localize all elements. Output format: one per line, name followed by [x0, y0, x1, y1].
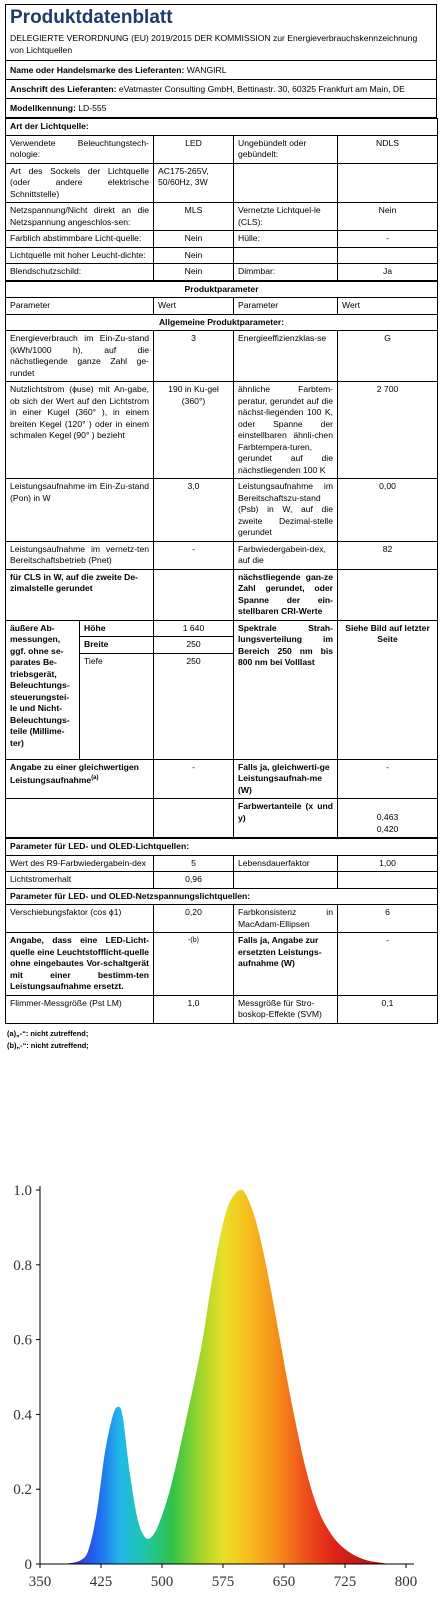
supplier-address-value: eVatmaster Consulting GmbH, Bettinastr. 30, 60325 Frankfurt am Main, DE — [118, 84, 405, 94]
depth-value: 250 — [154, 653, 234, 759]
power-on-value: 3,0 — [154, 479, 234, 542]
supplier-name-value: WANGIRL — [186, 65, 227, 75]
power-factor-value: 0,20 — [154, 905, 234, 933]
width-label: Breite — [80, 637, 154, 654]
y-tick-label: 0.4 — [13, 1407, 32, 1424]
technology-label: Verwendete Beleuchtungstech-nologie: — [6, 135, 154, 163]
model-row — [5, 99, 437, 118]
empty-cell — [154, 569, 234, 620]
supplier-name-row — [5, 61, 437, 80]
section-mains-led-parameters: Parameter für LED- und OLED-Netzspannungslichtquellen: — [6, 888, 438, 905]
equivalent-power-claim-text: Angabe zu einer gleichwertigen Leistungsaufnahme — [10, 761, 139, 785]
regulation-text: DELEGIERTE VERORDNUNG (EU) 2019/2015 DER KOMMISSION zur Energieverbrauchskennzeichnung von Lichtquellen — [10, 33, 418, 55]
column-header-value: Wert — [338, 298, 438, 315]
column-header-value: Wert — [154, 298, 234, 315]
net-standby-label: Leistungsaufnahme im vernetz-ten Bereitschaftsbetrieb (Pnet) — [6, 541, 154, 569]
directional-value: NDLS — [338, 135, 438, 163]
tunable-label: Farblich abstimmbare Licht-quelle: — [6, 231, 154, 248]
spd-value: Siehe Bild auf letzter Seite — [338, 620, 438, 759]
cls-value: Nein — [338, 203, 438, 231]
survival-factor-label: Lebensdauerfaktor — [234, 855, 338, 872]
cri-label-continued: nächstliegende gan-ze Zahl gerundet, oder Spanne der ein-stellbaren CRI-Werte — [234, 569, 338, 620]
empty-cell — [338, 247, 438, 264]
footnote-a: (a)„-“: nicht zutreffend; — [7, 1028, 89, 1038]
retrofit-power-value: - — [338, 933, 438, 996]
directional-label: Ungebündelt oder gebündelt: — [234, 135, 338, 163]
footnote-b: (b)„-“: nicht zutreffend; — [7, 1040, 89, 1050]
y-tick-label: 0.6 — [13, 1332, 32, 1349]
glare-value: Nein — [154, 264, 234, 281]
column-header-parameter: Parameter — [234, 298, 338, 315]
spd-label: Spektrale Strah-lungsverteilung im Bereich 250 nm bis 800 nm bei Volllast — [234, 620, 338, 759]
spectral-distribution-chart — [0, 1176, 442, 1600]
cri-label: Farbwiedergabein-dex, auf die — [234, 541, 338, 569]
chromaticity-values — [338, 799, 438, 838]
footnote-marker-a: (a) — [91, 775, 99, 781]
chromaticity-label: Farbwertanteile (x und y) — [234, 799, 338, 838]
luminous-flux-label: Nutzlichtstrom (ϕuse) mit An-gabe, ob sich der Wert auf den Lichtstrom in einer Kugel (360° ), in einem breiten Kegel (120° ) oder in einem schmalen Kegel (90° ) bezieht — [6, 382, 154, 479]
section-product-parameters: Produktparameter — [6, 281, 438, 298]
sheet-header — [5, 4, 437, 61]
lumen-maintenance-label: Lichtstromerhalt — [6, 872, 154, 889]
technology-value: LED — [154, 135, 234, 163]
dimmable-label: Dimmbar: — [234, 264, 338, 281]
glare-label: Blendschutzschild: — [6, 264, 154, 281]
equivalent-power-claim-value: - — [154, 759, 234, 799]
energy-label: Energieverbrauch im Ein-Zu-stand (kWh/1000 h), auf die nächstliegende ganze Zahl ge-rundet — [6, 331, 154, 382]
net-standby-label-continued: für CLS in W, auf die zweite De-zimalstelle gerundet — [6, 569, 154, 620]
power-on-label: Leistungsaufnahme im Ein-Zu-stand (Pon) in W — [6, 479, 154, 542]
product-data-sheet — [5, 4, 437, 1052]
svm-value: 0,1 — [338, 995, 438, 1023]
standby-value: 0,00 — [338, 479, 438, 542]
retrofit-claim-label: Angabe, dass eine LED-Licht-quelle eine Leuchtstofflicht-quelle ohne eingebautes Vor-schaltgerät mit einer bestimm-ten Leistungsaufnahme ersetzt. — [6, 933, 154, 996]
high-luminance-label: Lichtquelle mit hoher Leucht-dichte: — [6, 247, 154, 264]
macadam-label: Farbkonsistenz in MacAdam-Ellipsen — [234, 905, 338, 933]
cap-label: Art des Sockels der Lichtquelle (oder andere elektrische Schnittstelle) — [6, 163, 154, 203]
flicker-label: Flimmer-Messgröße (Pst LM) — [6, 995, 154, 1023]
envelope-value: - — [338, 231, 438, 248]
retrofit-power-label: Falls ja, Angabe zur ersetzten Leistungs-aufnahme (W) — [234, 933, 338, 996]
empty-cell — [234, 163, 338, 203]
cct-label: ähnliche Farbtem-peratur, gerundet auf die nächst-liegenden 100 K, oder Spanne der einstellbaren ähnli-chen Farbtempera-turen, gerundet auf die nächstliegenden 100 K — [234, 382, 338, 479]
x-tick-label: 425 — [89, 1574, 113, 1590]
model-label: Modellkennung: — [10, 103, 76, 113]
supplier-name-label: Name oder Handelsmarke des Lieferanten: — [10, 65, 185, 75]
svm-label: Messgröße für Stro-boskop-Effekte (SVM) — [234, 995, 338, 1023]
macadam-value: 6 — [338, 905, 438, 933]
empty-cell — [338, 569, 438, 620]
energy-class-value: G — [338, 331, 438, 382]
dimmable-value: Ja — [338, 264, 438, 281]
empty-cell — [234, 247, 338, 264]
y-tick-label: 1.0 — [13, 1183, 32, 1199]
light-source-table — [5, 118, 438, 281]
lumen-maintenance-value: 0,96 — [154, 872, 234, 889]
section-light-source: Art der Lichtquelle: — [6, 119, 438, 136]
energy-class-label: Energieeffizienzklas-se — [234, 331, 338, 382]
r9-value: 5 — [154, 855, 234, 872]
tunable-value: Nein — [154, 231, 234, 248]
y-tick-label: 0.2 — [13, 1482, 32, 1499]
height-value: 1 640 — [154, 620, 234, 637]
survival-factor-value: 1,00 — [338, 855, 438, 872]
height-label: Höhe — [80, 620, 154, 637]
standby-label: Leistungsaufnahme im Bereitschaftszu-stand (Psb) in W, auf die zweite Dezimal-stelle gerundet — [234, 479, 338, 542]
y-tick-label: 0 — [24, 1557, 32, 1573]
equivalent-power-value: - — [338, 759, 438, 799]
r9-label: Wert des R9-Farbwiedergabein-dex — [6, 855, 154, 872]
energy-value: 3 — [154, 331, 234, 382]
mains-label: Netzspannung/Nicht direkt an die Netzspannung angeschlos-sen: — [6, 203, 154, 231]
supplier-address-label: Anschrift des Lieferanten: — [10, 84, 117, 94]
equivalent-power-label: Falls ja, gleichwerti-ge Leistungsaufnah-me (W) — [234, 759, 338, 799]
chromaticity-x-value: 0,463 — [376, 812, 399, 822]
flicker-value: 1,0 — [154, 995, 234, 1023]
chromaticity-y-value: 0,420 — [376, 823, 399, 834]
section-general-parameters: Allgemeine Produktparameter: — [6, 314, 438, 331]
x-tick-label: 350 — [28, 1574, 52, 1590]
cap-value: AC175-265V, 50/60Hz, 3W — [154, 163, 234, 203]
mains-value: MLS — [154, 203, 234, 231]
product-parameters-table — [5, 281, 438, 839]
empty-cell — [338, 163, 438, 203]
x-tick-label: 650 — [272, 1574, 296, 1590]
x-tick-label: 500 — [150, 1574, 174, 1590]
empty-cell — [154, 799, 234, 838]
led-parameters-table — [5, 838, 438, 1024]
cri-value: 82 — [338, 541, 438, 569]
y-tick-label: 0.8 — [13, 1257, 32, 1274]
power-factor-label: Verschiebungsfaktor (cos ϕ1) — [6, 905, 154, 933]
model-value: LD-555 — [78, 103, 107, 113]
page-title: Produktdatenblatt — [10, 7, 173, 28]
x-tick-label: 800 — [394, 1574, 418, 1590]
cct-value: 2 700 — [338, 382, 438, 479]
empty-cell — [234, 872, 338, 889]
depth-label: Tiefe — [80, 653, 154, 759]
spectrum-area — [64, 1190, 389, 1564]
supplier-address-row — [5, 80, 437, 99]
width-value: 250 — [154, 637, 234, 654]
luminous-flux-value: 190 in Ku-gel (360°) — [154, 382, 234, 479]
envelope-label: Hülle: — [234, 231, 338, 248]
x-tick-label: 725 — [333, 1574, 357, 1590]
cls-label: Vernetzte Lichtquel-le (CLS): — [234, 203, 338, 231]
high-luminance-value: Nein — [154, 247, 234, 264]
equivalent-power-claim-label — [6, 759, 154, 799]
empty-cell — [338, 872, 438, 889]
section-led-parameters: Parameter für LED- und OLED-Lichtquellen: — [6, 839, 438, 856]
empty-cell — [6, 799, 154, 838]
x-tick-label: 575 — [211, 1574, 235, 1590]
retrofit-claim-value: -(b) — [154, 933, 234, 996]
column-header-parameter: Parameter — [6, 298, 154, 315]
net-standby-value: - — [154, 541, 234, 569]
dimensions-label: äußere Ab-messungen, ggf. ohne se-parates Be-triebsgerät, Beleuchtungs-steuerungstei-le und Nicht-Beleuchtungs-teile (Millime-ter) — [6, 620, 80, 759]
